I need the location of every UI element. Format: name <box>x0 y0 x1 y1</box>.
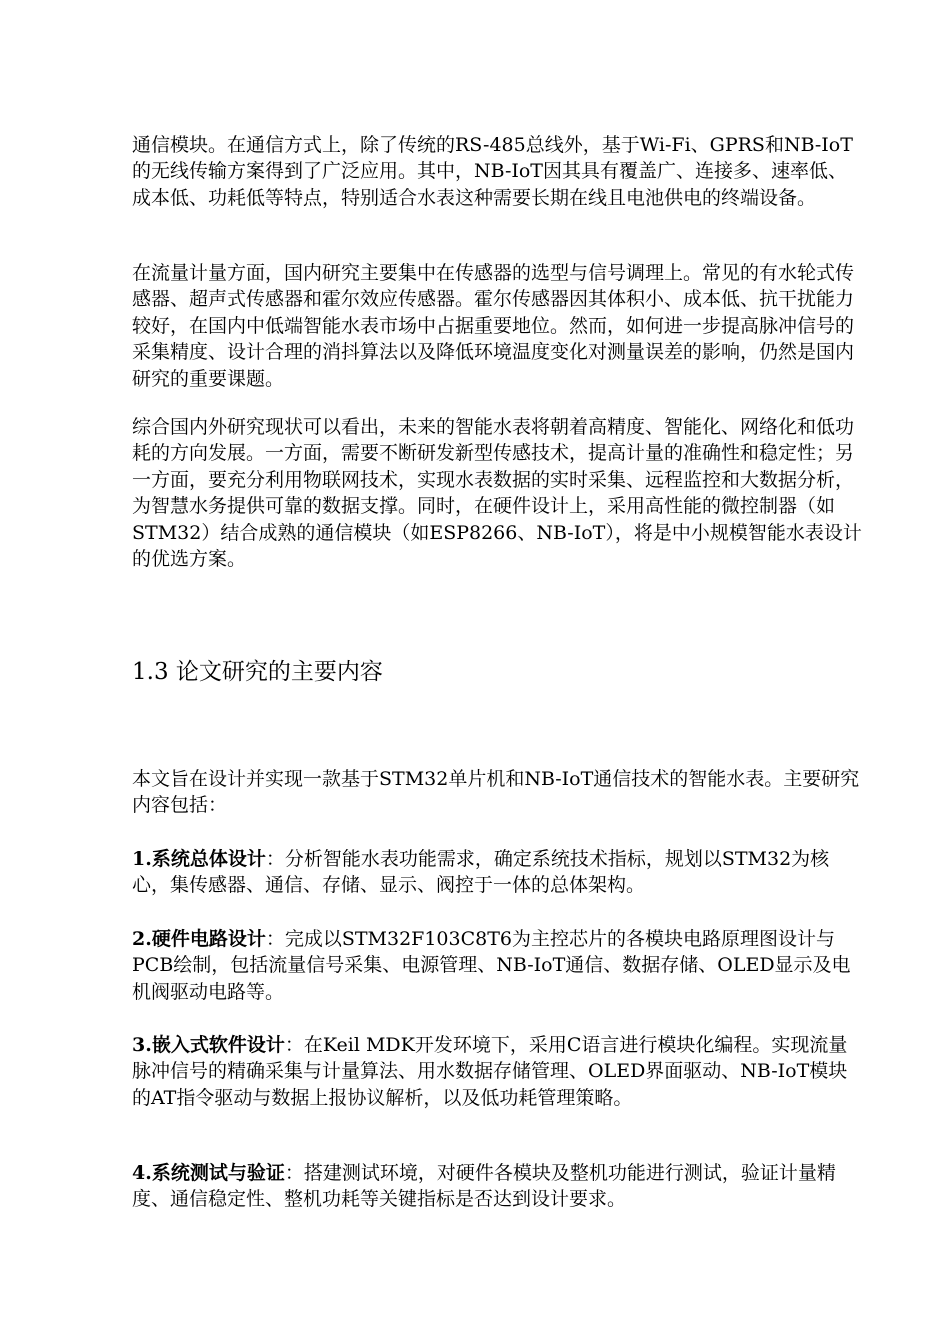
body-paragraph: 通信模块。在通信方式上，除了传统的RS-485总线外，基于Wi-Fi、GPRS和NB-IoT的无线传输方案得到了广泛应用。其中，NB-IoT因其具有覆盖广、连接多、速率低、成本低、功耗低等特点，特别适合水表这种需要长期在线且电池供电的终端设备。 <box>132 134 853 209</box>
content-item-system-design <box>132 846 862 899</box>
content-item-software-design <box>132 1032 862 1111</box>
item-title: 3.嵌入式软件设计 <box>132 1034 285 1056</box>
intro-paragraph: 本文旨在设计并实现一款基于STM32单片机和NB-IoT通信技术的智能水表。主要研究内容包括： <box>132 768 860 817</box>
body-paragraph: 综合国内外研究现状可以看出，未来的智能水表将朝着高精度、智能化、网络化和低功耗的方向发展。一方面，需要不断研发新型传感技术，提高计量的准确性和稳定性；另一方面，要充分利用物联网技术，实现水表数据的实时采集、远程监控和大数据分析，为智慧水务提供可靠的数据支撑。同时，在硬件设计上，采用高性能的微控制器（如STM32）结合成熟的通信模块（如ESP8266、NB-IoT），将是中小规模智能水表设计的优选方案。 <box>132 416 862 571</box>
content-item-testing <box>132 1160 862 1213</box>
item-text: ：搭建测试环境，对硬件各模块及整机功能进行测试，验证计量精度、通信稳定性、整机功耗等关键指标是否达到设计要求。 <box>132 1162 836 1211</box>
item-text: ：分析智能水表功能需求，确定系统技术指标，规划以STM32为核心，集传感器、通信、存储、显示、阀控于一体的总体架构。 <box>132 848 830 897</box>
item-text: ：完成以STM32F103C8T6为主控芯片的各模块电路原理图设计与PCB绘制，包括流量信号采集、电源管理、NB-IoT通信、数据存储、OLED显示及电机阀驱动电路等。 <box>132 928 851 1003</box>
item-title: 2.硬件电路设计 <box>132 928 266 950</box>
body-paragraph: 在流量计量方面，国内研究主要集中在传感器的选型与信号调理上。常见的有水轮式传感器、超声式传感器和霍尔效应传感器。霍尔传感器因其体积小、成本低、抗干扰能力较好，在国内中低端智能水表市场中占据重要地位。然而，如何进一步提高脉冲信号的采集精度、设计合理的消抖算法以及降低环境温度变化对测量误差的影响，仍然是国内研究的重要课题。 <box>132 262 855 390</box>
item-text: ：在Keil MDK开发环境下，采用C语言进行模块化编程。实现流量脉冲信号的精确采集与计量算法、用水数据存储管理、OLED界面驱动、NB-IoT模块的AT指令驱动与数据上报协议解析，以及低功耗管理策略。 <box>132 1034 848 1109</box>
section-heading: 1.3 论文研究的主要内容 <box>132 659 383 685</box>
item-title: 1.系统总体设计 <box>132 848 266 870</box>
content-item-hardware-design <box>132 926 862 1005</box>
item-title: 4.系统测试与验证 <box>132 1162 285 1184</box>
